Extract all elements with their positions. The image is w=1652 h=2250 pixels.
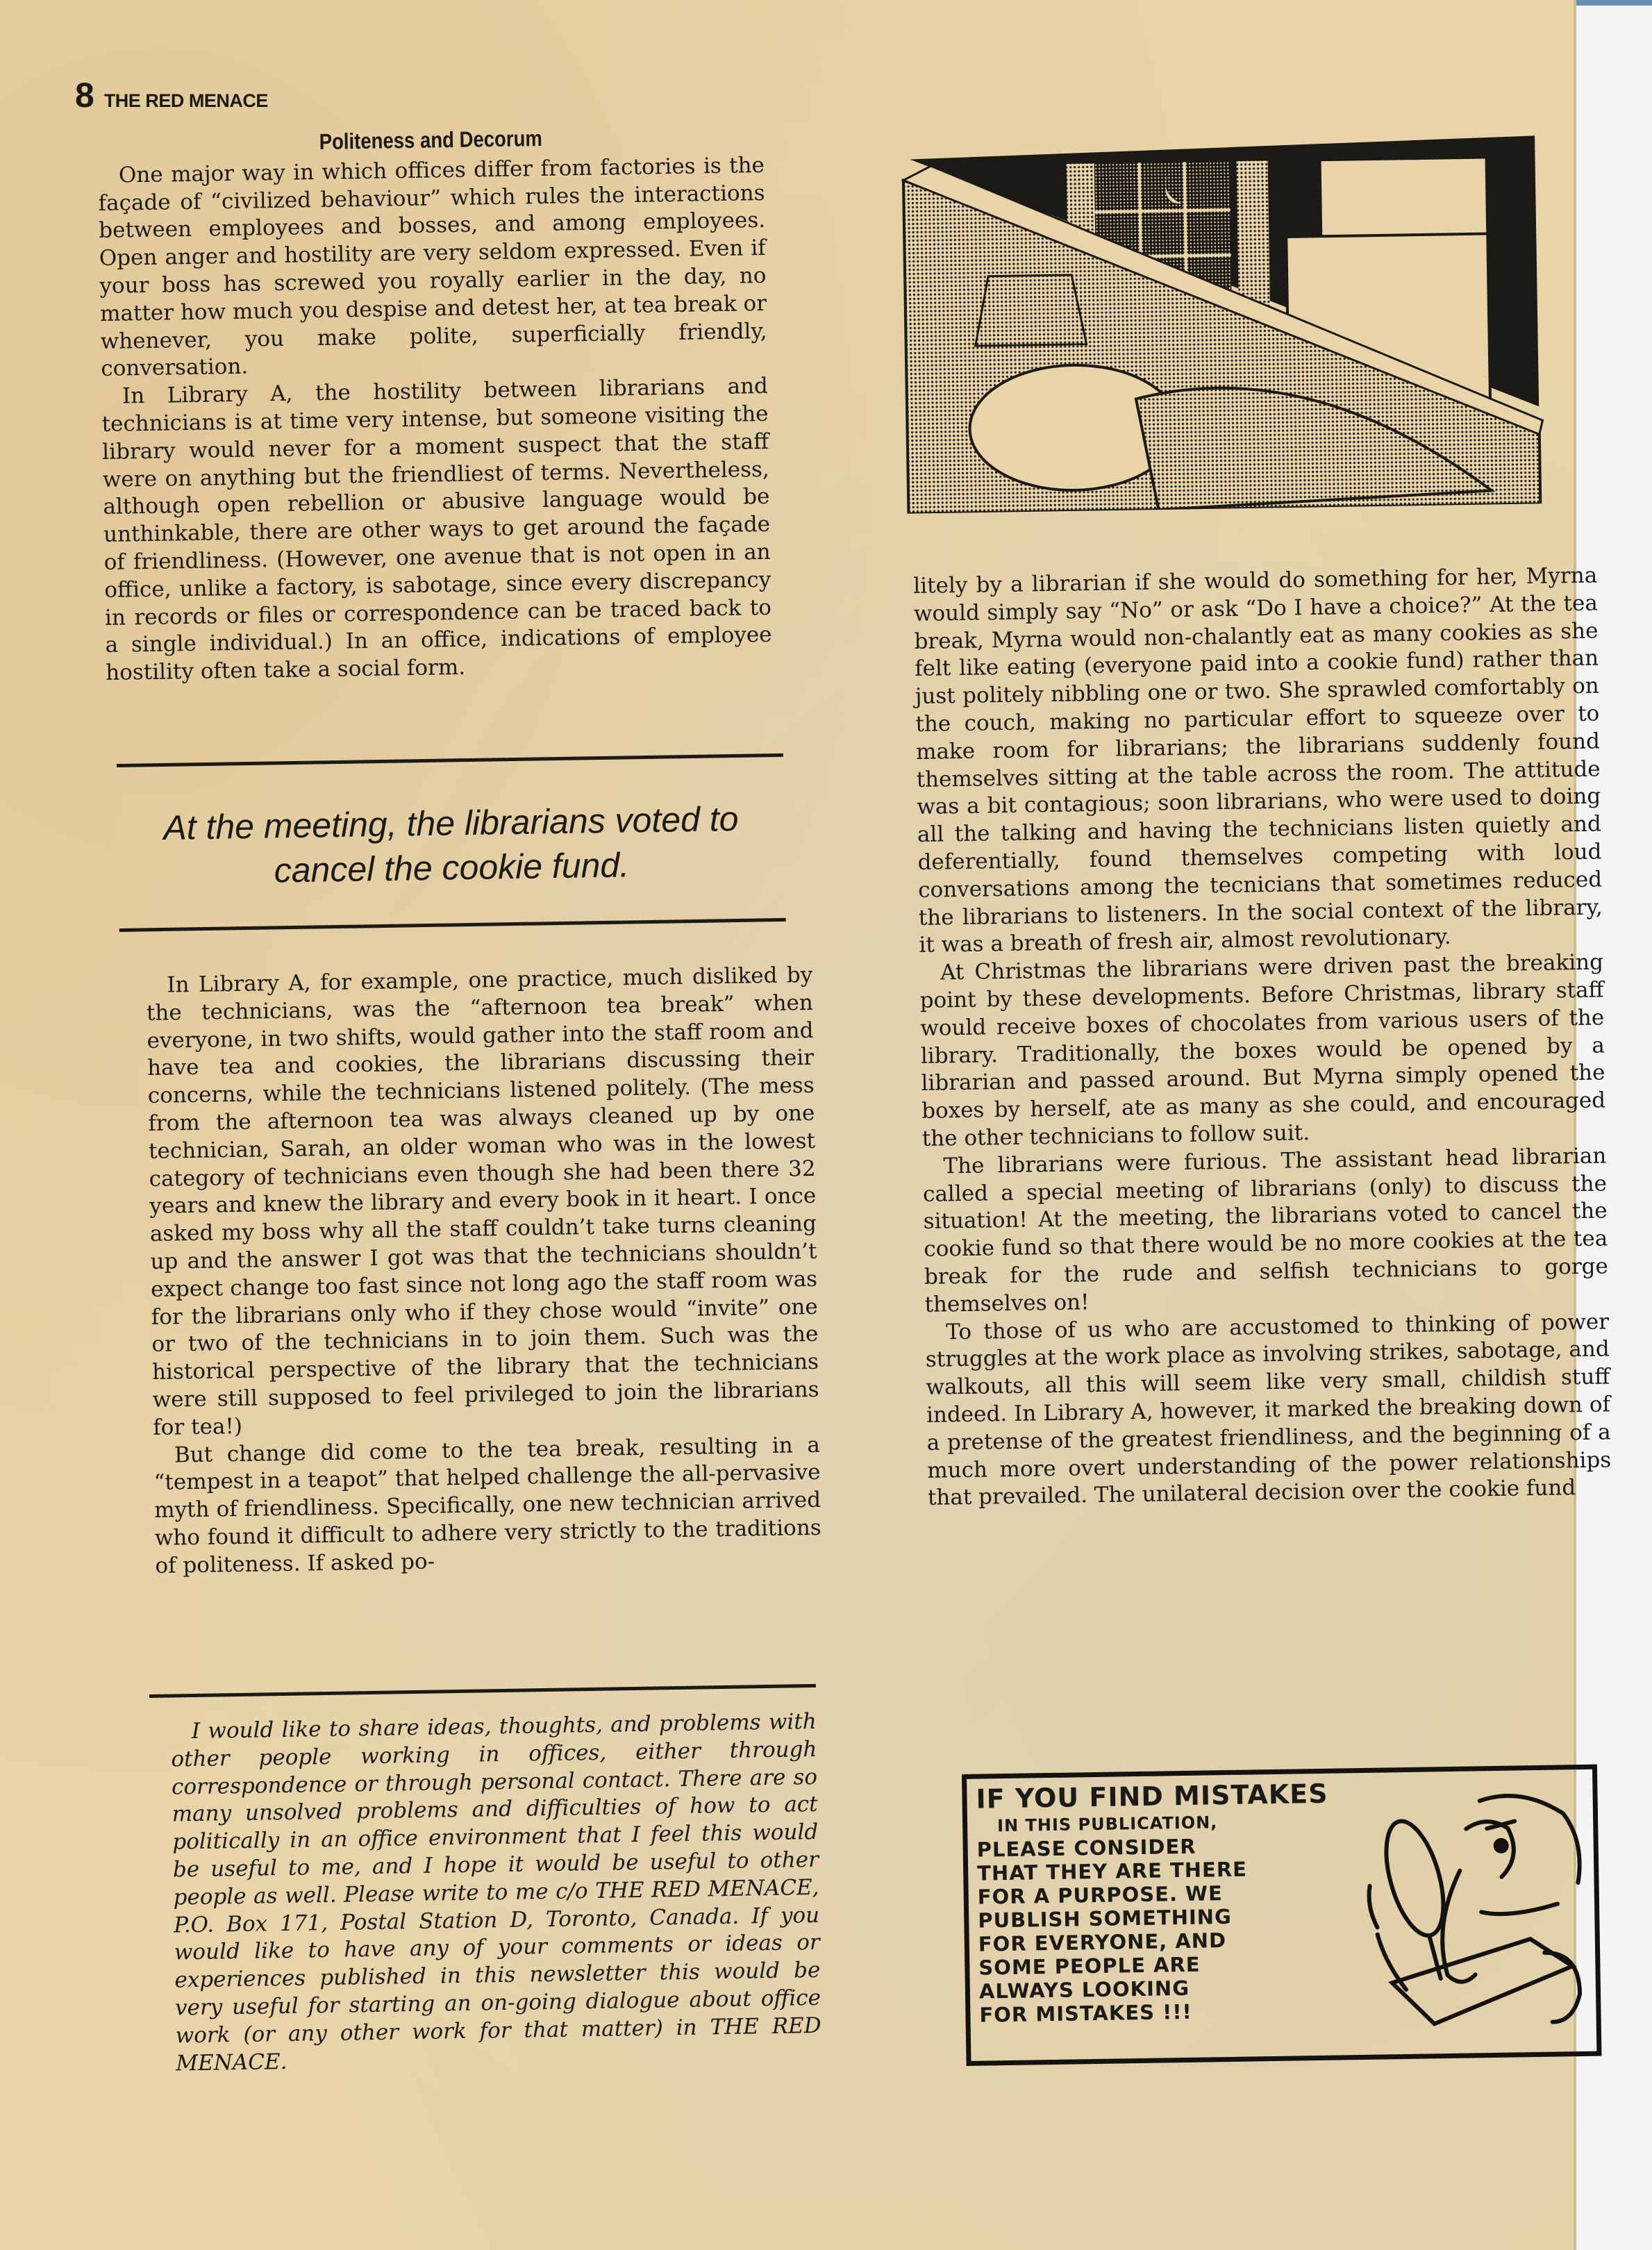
paragraph: In Library A, for example, one practice, much disliked by the technicians, was the “afternoon tea break” when everyone, in two shifts, would gather into the staff room and have tea and cookies, the librarians discussing their concerns, while the technicians listened politely. (The mess from the afternoon tea was always cleaned up by one technician, Sarah, an older woman who was in the lowest category of technicians even though she had been there 32 years and knew the library and every book in it heart. I once asked my boss why all the staff couldn’t take turns cleaning up and the answer I got was that the technicians shouldn’t expect change too fast since not long ago the staff room was for the librarians only who if they chose would “invite” one or two of the technicians in to join them. Such was the historical perspective of the library that the technicians were still supposed to feel privileged to join the librarians for tea!) (146, 962, 819, 1440)
mistakes-cartoon (962, 1765, 1601, 2066)
scan-edge-strip (1576, 0, 1652, 6)
pull-quote (117, 753, 786, 932)
caption-line: FOR A PURPOSE. WE (977, 1881, 1224, 1909)
paragraph: But change did come to the tea break, resulting in a “tempest in a teapot” that helped challenge the all-pervasive myth of friendliness. Specifically, one new technician arrived who found it difficult to adhere very strictly to the traditions of politeness. If asked po- (153, 1432, 821, 1578)
caption-line: THAT THEY ARE THERE (976, 1857, 1248, 1885)
page-number: 8 (75, 76, 94, 115)
paragraph: To those of us who are accustomed to thinking of power struggles at the work place as involving strikes, sabotage, and walkouts, all this will seem like very small, childish stuff indeed. In Library A, however, it marked the breaking down of a pretense of the greatest friendliness, and the beginning of a much more overt understanding of the power relationships that prevailed. The unilateral decision over the cookie fund (925, 1308, 1612, 1511)
caption-line: FOR EVERYONE, AND (978, 1928, 1227, 1956)
masthead (75, 75, 268, 115)
caption-line: SOME PEOPLE ARE (978, 1952, 1201, 1980)
left-column-bottom (146, 962, 822, 1581)
hand (1544, 1952, 1580, 2022)
publication-name: THE RED MENACE (103, 90, 268, 111)
lamp-icon (974, 275, 1087, 347)
paragraph: The librarians were furious. The assistant head librarian called a special meeting of librarians (only) to discuss the situation! At the meeting, the librarians voted to cancel the cookie fund so that there would be no more cookies at the tea break for the rude and selfish technicians to gorge themselves on! (922, 1143, 1609, 1317)
reader-notice (149, 1684, 822, 2078)
caption-line: IF YOU FIND MISTAKES (976, 1778, 1328, 1815)
eye (1496, 1840, 1507, 1851)
paragraph: At Christmas the librarians were driven past the breaking point by these developments. Before Christmas, library staff would receive boxes of chocolates from various users of the library. Traditionally, the boxes would be opened by a librarian and passed around. But Myrna simply opened the boxes by herself, ate as many as she could, and encouraged the other technicians to follow suit. (919, 949, 1606, 1151)
caption-line: PUBLISH SOMETHING (978, 1904, 1233, 1933)
paragraph: One major way in which offices differ from factories is the façade of “civilized behaviour” which rules the interactions between employees and bosses, and among employees. Open anger and hostility are very seldom expressed. Even if your boss has screwed you royally earlier in the day, no matter how much you despise and detest her, at tea break or whenever, you make polite, superficially friendly, conversation. (98, 152, 767, 382)
illustration-drawing (889, 128, 1547, 514)
left-column-top (97, 122, 772, 688)
article-heading: Politeness and Decorum (319, 125, 543, 154)
cartoon-caption (976, 1778, 1368, 2027)
magnifying-glass-man-drawing (1361, 1772, 1594, 2049)
notice-text: I would like to share ideas, thoughts, and problems with other people working in offices, either through correspondence or through personal contact. There are so many unsolved problems and difficulties of how to act politically in an office environment that I feel this would be useful to me, and I hope it would be useful to other people as well. Please write to me c/o THE RED MENACE, P.O. Box 171, Postal Station D, Toronto, Canada. If you would like to have any of your comments or ideas or experiences published in this newsletter this would be very useful for starting an on-going dialogue about office work (or any other work for that matter) in THE RED MENACE. (171, 1708, 821, 2076)
caption-line: FOR MISTAKES !!! (979, 1999, 1193, 2027)
caption-line: PLEASE CONSIDER (976, 1834, 1196, 1862)
pull-quote-text: At the meeting, the librarians voted to cancel the cookie fund. (162, 799, 739, 890)
hair (1480, 1794, 1580, 1884)
caption-line: IN THIS PUBLICATION, (996, 1812, 1218, 1836)
appliance (1320, 157, 1488, 243)
caption-line: ALWAYS LOOKING (978, 1976, 1190, 2003)
paragraph: In Library A, the hostility between librarians and technicians is at time very intense, but someone visiting the library would never for a moment suspect that the staff were on anything but the friendliest of terms. Nevertheless, although open rebellion or abusive language would be unthinkable, there are other ways to get around the façade of friendliness. (However, one avenue that is not open in an office, unlike a factory, is sabotage, since every discrepancy in records or files or correspondence can be traced back to a single individual.) In an office, indications of employee hostility often take a social form. (101, 374, 772, 686)
mustache (1481, 1904, 1558, 1915)
sleeping-woman-illustration (889, 128, 1547, 514)
paragraph: litely by a librarian if she would do something for her, Myrna would simply say “No” or ask “Do I have a choice?” At the tea break, Myrna would non-chalantly eat as many cookies as she felt like eating (everyone paid into a cookie fund) rather than just politely nibbling one or two. She sprawled comfortably on the couch, making no particular effort to squeeze over to make room for librarians; the librarians suddenly found themselves sitting at the table across the room. The attitude was a bit contagious; soon librarians, who were used to doing all the talking and having the technicians listen quietly and deferentially, found themselves competing with loud conversations among the tecnicians that sometimes reduced the librarians to listeners. In the social context of the library, it was a breath of fresh air, almost revolutionary. (913, 562, 1603, 958)
right-column (913, 562, 1612, 1512)
